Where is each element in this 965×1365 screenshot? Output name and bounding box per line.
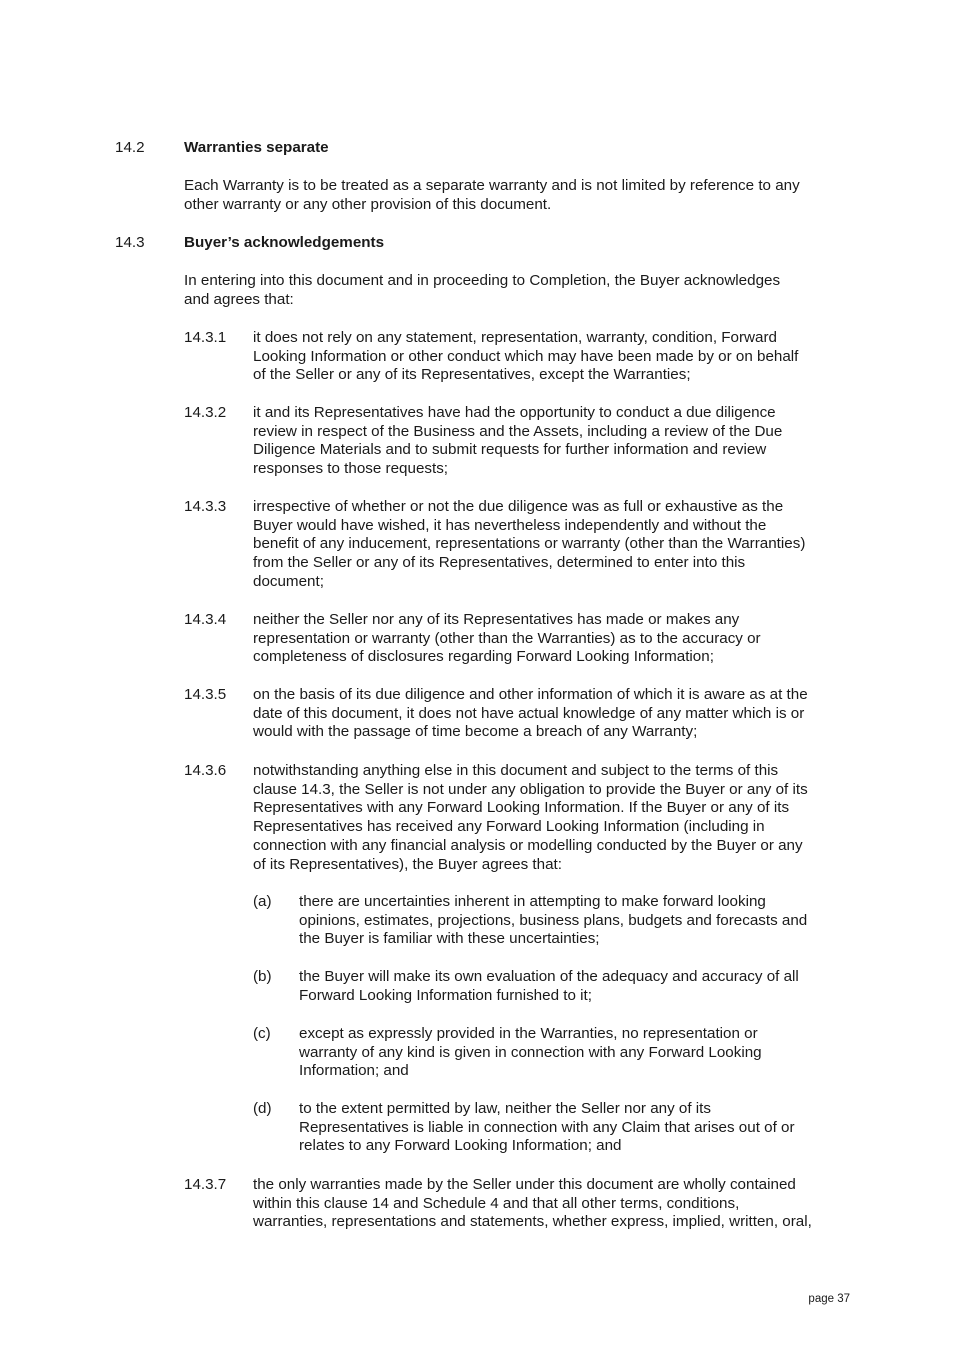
body-line: Each Warranty is to be treated as a separate warranty and is not limited by reference to any (184, 177, 800, 194)
clause-14-3-6-text (253, 762, 858, 874)
subclause-label-b: (b) (253, 968, 272, 985)
text-line: connection with any financial analysis or modelling conducted by the Buyer or any (253, 836, 803, 854)
text-line: Buyer would have wished, it has nevertheless independently and without the (253, 516, 767, 534)
clause-number-14-3-4: 14.3.4 (184, 611, 227, 628)
text-line: from the Seller or any of its Representatives, determined to enter into this (253, 554, 746, 572)
intro-line: and agrees that: (184, 290, 294, 308)
subclause-a-text (299, 893, 859, 949)
text-line: opinions, estimates, projections, business plans, budgets and forecasts and (299, 911, 808, 929)
text-line: Representatives has received any Forward Looking Information (including in (253, 818, 765, 836)
text-line: neither the Seller nor any of its Representatives has made or makes any (253, 611, 740, 628)
text-line: would with the passage of time become a breach of any Warranty; (253, 723, 698, 741)
text-line: relates to any Forward Looking Information; and (299, 1137, 622, 1155)
page-number: page 37 (808, 1293, 850, 1305)
text-line: clause 14.3, the Seller is not under any obligation to provide the Buyer or any of its (253, 780, 808, 798)
text-line: the Buyer will make its own evaluation of the adequacy and accuracy of all (299, 968, 799, 985)
text-line: it and its Representatives have had the opportunity to conduct a due diligence (253, 404, 776, 421)
text-line: responses to those requests; (253, 460, 449, 478)
text-line: of the Seller or any of its Representatives, except the Warranties; (253, 366, 691, 384)
clause-14-3-7-text (253, 1176, 858, 1232)
body-line: other warranty or any other provision of this document. (184, 195, 552, 213)
text-line: date of this document, it does not have actual knowledge of any matter which is or (253, 704, 805, 722)
text-line: irrespective of whether or not the due diligence was as full or exhaustive as the (253, 498, 784, 515)
text-line: Representatives is liable in connection with any Claim that arises out of or (299, 1118, 795, 1136)
clause-number-14-3-2: 14.3.2 (184, 404, 227, 421)
text-line: the Buyer is familiar with these uncertainties; (299, 930, 600, 948)
clause-number-14-3-1: 14.3.1 (184, 329, 227, 346)
text-line: warranties, representations and statements, whether express, implied, written, oral, (253, 1213, 812, 1231)
intro-line: In entering into this document and in proceeding to Completion, the Buyer acknowledges (184, 272, 781, 289)
text-line: on the basis of its due diligence and other information of which it is aware as at the (253, 686, 808, 703)
clause-14-3-5-text (253, 686, 858, 742)
subclause-label-d: (d) (253, 1100, 272, 1117)
clause-14-3-2-text (253, 404, 858, 479)
text-line: Diligence Materials and to submit requests for further information and review (253, 441, 767, 459)
text-line: Looking Information or other conduct which may have been made by or on behalf (253, 347, 799, 365)
clause-number-14-3-7: 14.3.7 (184, 1176, 227, 1193)
subclause-b-text (299, 968, 859, 1005)
text-line: completeness of disclosures regarding Forward Looking Information; (253, 648, 714, 666)
text-line: it does not rely on any statement, representation, warranty, condition, Forward (253, 329, 777, 346)
text-line: document; (253, 572, 324, 590)
clause-heading-warranties-separate: Warranties separate (184, 139, 329, 156)
subclause-c-text (299, 1025, 859, 1081)
text-line: notwithstanding anything else in this document and subject to the terms of this (253, 762, 779, 779)
clause-number-14-3-6: 14.3.6 (184, 762, 227, 779)
clause-heading-buyers-acknowledgements: Buyer’s acknowledgements (184, 234, 385, 251)
clause-number-14-2: 14.2 (115, 139, 145, 156)
clause-number-14-3: 14.3 (115, 234, 145, 251)
text-line: of its Representatives), the Buyer agrees that: (253, 855, 562, 873)
clause-14-3-4-text (253, 611, 858, 667)
subclause-label-a: (a) (253, 893, 272, 910)
clause-number-14-3-5: 14.3.5 (184, 686, 227, 703)
text-line: to the extent permitted by law, neither the Seller nor any of its (299, 1100, 711, 1117)
clause-14-3-3-text (253, 498, 858, 592)
clause-14-3-intro (184, 272, 864, 309)
text-line: there are uncertainties inherent in attempting to make forward looking (299, 893, 766, 910)
text-line: Forward Looking Information furnished to it; (299, 986, 592, 1004)
text-line: review in respect of the Business and the Assets, including a review of the Due (253, 422, 783, 440)
text-line: except as expressly provided in the Warranties, no representation or (299, 1025, 758, 1042)
text-line: warranty of any kind is given in connection with any Forward Looking (299, 1043, 762, 1061)
clause-14-2-body (184, 177, 864, 214)
text-line: the only warranties made by the Seller under this document are wholly contained (253, 1176, 796, 1193)
clause-14-3-1-text (253, 329, 858, 385)
subclause-label-c: (c) (253, 1025, 271, 1042)
clause-number-14-3-3: 14.3.3 (184, 498, 227, 515)
text-line: representation or warranty (other than the Warranties) as to the accuracy or (253, 629, 761, 647)
subclause-d-text (299, 1100, 859, 1156)
text-line: within this clause 14 and Schedule 4 and that all other terms, conditions, (253, 1194, 740, 1212)
text-line: Information; and (299, 1062, 409, 1080)
text-line: Representatives with any Forward Looking Information. If the Buyer or any of its (253, 799, 790, 817)
text-line: benefit of any inducement, representations or warranty (other than the Warranties) (253, 535, 806, 553)
